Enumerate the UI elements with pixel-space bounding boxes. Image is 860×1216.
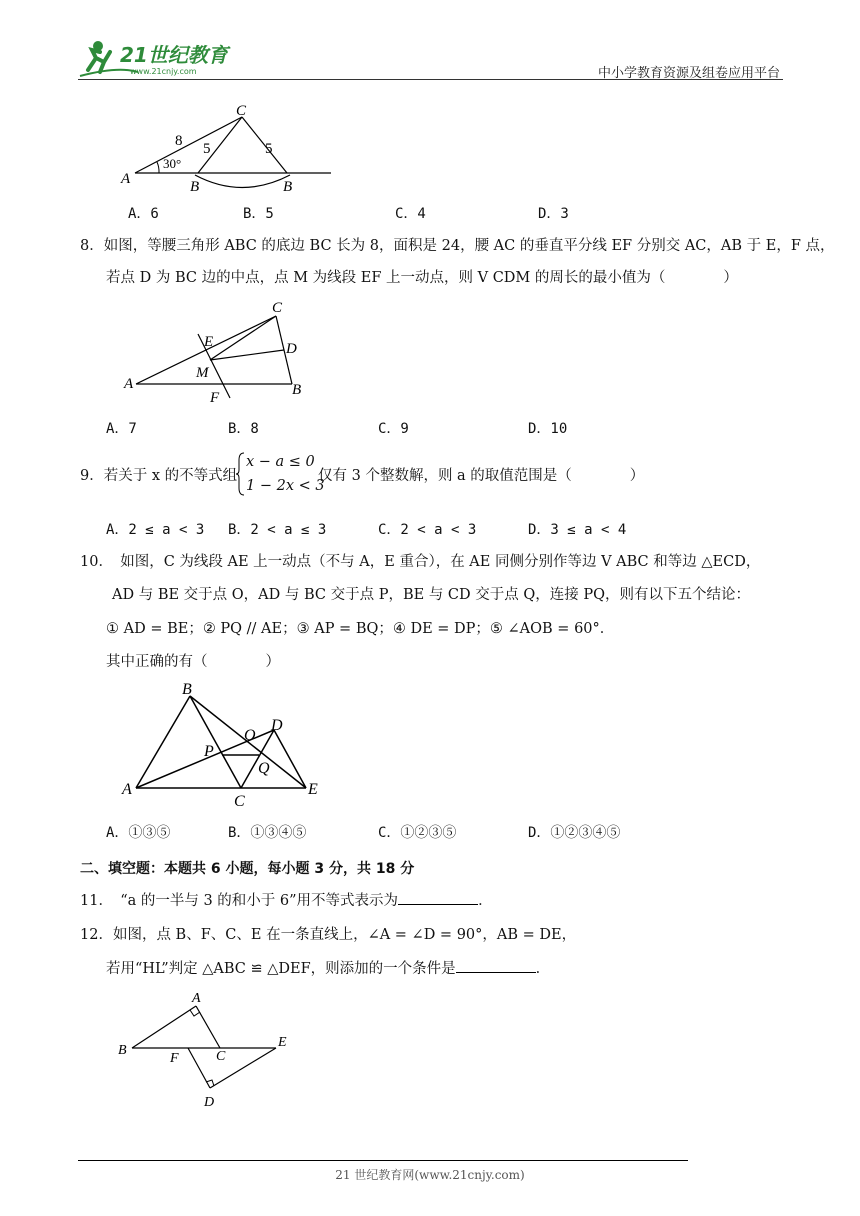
q8-option-d[interactable]: D．10 (528, 421, 568, 437)
q9-brace (236, 452, 246, 496)
q12-label-F: F (170, 1051, 179, 1066)
q12-line2-wrap (106, 958, 550, 979)
q10-figure (118, 678, 333, 810)
q9-inequality-2: 1 − 2x < 3 (246, 478, 325, 494)
q10-line3: ① AD = BE；② PQ // AE；③ AP = BQ；④ DE = DP；⑤ ∠AOB = 60°． (106, 621, 615, 637)
q9-option-b[interactable]: B．2 < a ≤ 3 (228, 522, 327, 538)
q10-label-C: C (234, 793, 245, 810)
q8-label-C: C (272, 300, 283, 316)
q7-label-5b: 5 (265, 141, 273, 157)
q9-option-d[interactable]: D．3 ≤ a < 4 (528, 522, 627, 538)
site-title: 中小学教育资源及组卷应用平台 (597, 66, 780, 81)
q9-prefix: 9．若关于 x 的不等式组 (80, 468, 238, 484)
q10-label-P: P (204, 743, 214, 760)
q12-label-E: E (278, 1035, 287, 1050)
q12-label-C: C (216, 1049, 226, 1064)
q12-answer-blank[interactable] (456, 958, 536, 973)
q9-option-c[interactable]: C．2 < a < 3 (378, 522, 477, 538)
q10-label-O: O (244, 727, 256, 744)
q8-figure (120, 298, 320, 408)
q10-label-E: E (308, 781, 318, 798)
q10-line1: 10． 如图，C 为线段 AE 上一动点（不与 A，E 重合），在 AE 同侧分别作等边 V ABC 和等边 △ECD， (80, 554, 761, 570)
q10-label-B: B (182, 681, 192, 698)
q9-option-a[interactable]: A．2 ≤ a < 3 (106, 522, 205, 538)
q8-label-E: E (204, 334, 214, 350)
q7-label-C: C (236, 103, 247, 119)
q7-label-B1: B (190, 179, 200, 195)
q8-label-F: F (210, 390, 220, 406)
q7-label-A: A (121, 171, 131, 187)
q11-text: 11． “a 的一半与 3 的和小于 6”用不等式表示为 (80, 893, 399, 909)
q7-option-b[interactable]: B．5 (243, 206, 274, 222)
q8-option-a[interactable]: A．7 (106, 421, 137, 437)
q8-label-D: D (286, 341, 297, 357)
q10-option-a[interactable]: A．①③⑤ (106, 825, 171, 841)
q7-option-d[interactable]: D．3 (538, 206, 569, 222)
logo-runner-icon (78, 36, 238, 80)
q10-label-A: A (122, 781, 132, 798)
q7-option-a[interactable]: A．6 (128, 206, 159, 222)
q10-option-d[interactable]: D．①②③④⑤ (528, 825, 621, 841)
logo (78, 36, 238, 80)
q7-label-8: 8 (175, 133, 183, 149)
q11 (80, 890, 493, 911)
q12-end: ． (535, 961, 551, 977)
q9-inequality-1: x − a ≤ 0 (246, 454, 315, 470)
logo-url: www.21cnjy.com (130, 67, 197, 76)
q12-label-B: B (118, 1043, 127, 1058)
q12-figure (112, 986, 302, 1111)
q8-option-c[interactable]: C．9 (378, 421, 409, 437)
q7-label-angle: 30° (163, 156, 182, 171)
q11-end: ． (478, 893, 493, 909)
q8-label-A: A (124, 376, 134, 392)
q12-line1: 12．如图，点 B、F、C、E 在一条直线上，∠A = ∠D = 90°，AB = DE， (80, 927, 577, 943)
header-divider (78, 79, 783, 80)
footer-divider (78, 1160, 688, 1161)
q10-line4: 其中正确的有（ ） (106, 654, 280, 670)
q11-answer-blank[interactable] (398, 890, 478, 905)
q12-label-A: A (192, 991, 201, 1006)
q12-label-D: D (204, 1095, 215, 1110)
q8-label-B: B (292, 382, 302, 398)
q7-label-5a: 5 (203, 141, 211, 157)
q8-line1: 8．如图，等腰三角形 ABC 的底边 BC 长为 8，面积是 24，腰 AC 的垂直平分线 EF 分别交 AC，AB 于 E，F 点， (80, 238, 835, 254)
section2-title: 二、填空题：本题共 6 小题，每小题 3 分，共 18 分 (80, 861, 415, 877)
q9-suffix: 仅有 3 个整数解，则 a 的取值范围是（ ） (318, 468, 645, 484)
q10-option-c[interactable]: C．①②③⑤ (378, 825, 457, 841)
q7-label-B2: B (283, 179, 293, 195)
q10-label-Q: Q (258, 760, 270, 777)
q12-line2: 若用“HL”判定 △ABC ≌ △DEF，则添加的一个条件是 (106, 961, 456, 977)
q8-option-b[interactable]: B．8 (228, 421, 259, 437)
q10-option-b[interactable]: B．①③④⑤ (228, 825, 307, 841)
q8-label-M: M (196, 365, 209, 381)
q7-figure (115, 100, 345, 200)
q10-label-D: D (271, 717, 283, 734)
q8-line2: 若点 D 为 BC 边的中点，点 M 为线段 EF 上一动点，则 V CDM 的周长的最小值为（ ） (106, 270, 738, 286)
q7-option-c[interactable]: C．4 (395, 206, 426, 222)
q10-line2: AD 与 BE 交于点 O，AD 与 BC 交于点 P，BE 与 CD 交于点 Q，连接 PQ，则有以下五个结论： (112, 587, 751, 603)
footer-text: 21 世纪教育网(www.21cnjy.com) (335, 1168, 525, 1182)
logo-text: 21世纪教育 (120, 43, 228, 67)
